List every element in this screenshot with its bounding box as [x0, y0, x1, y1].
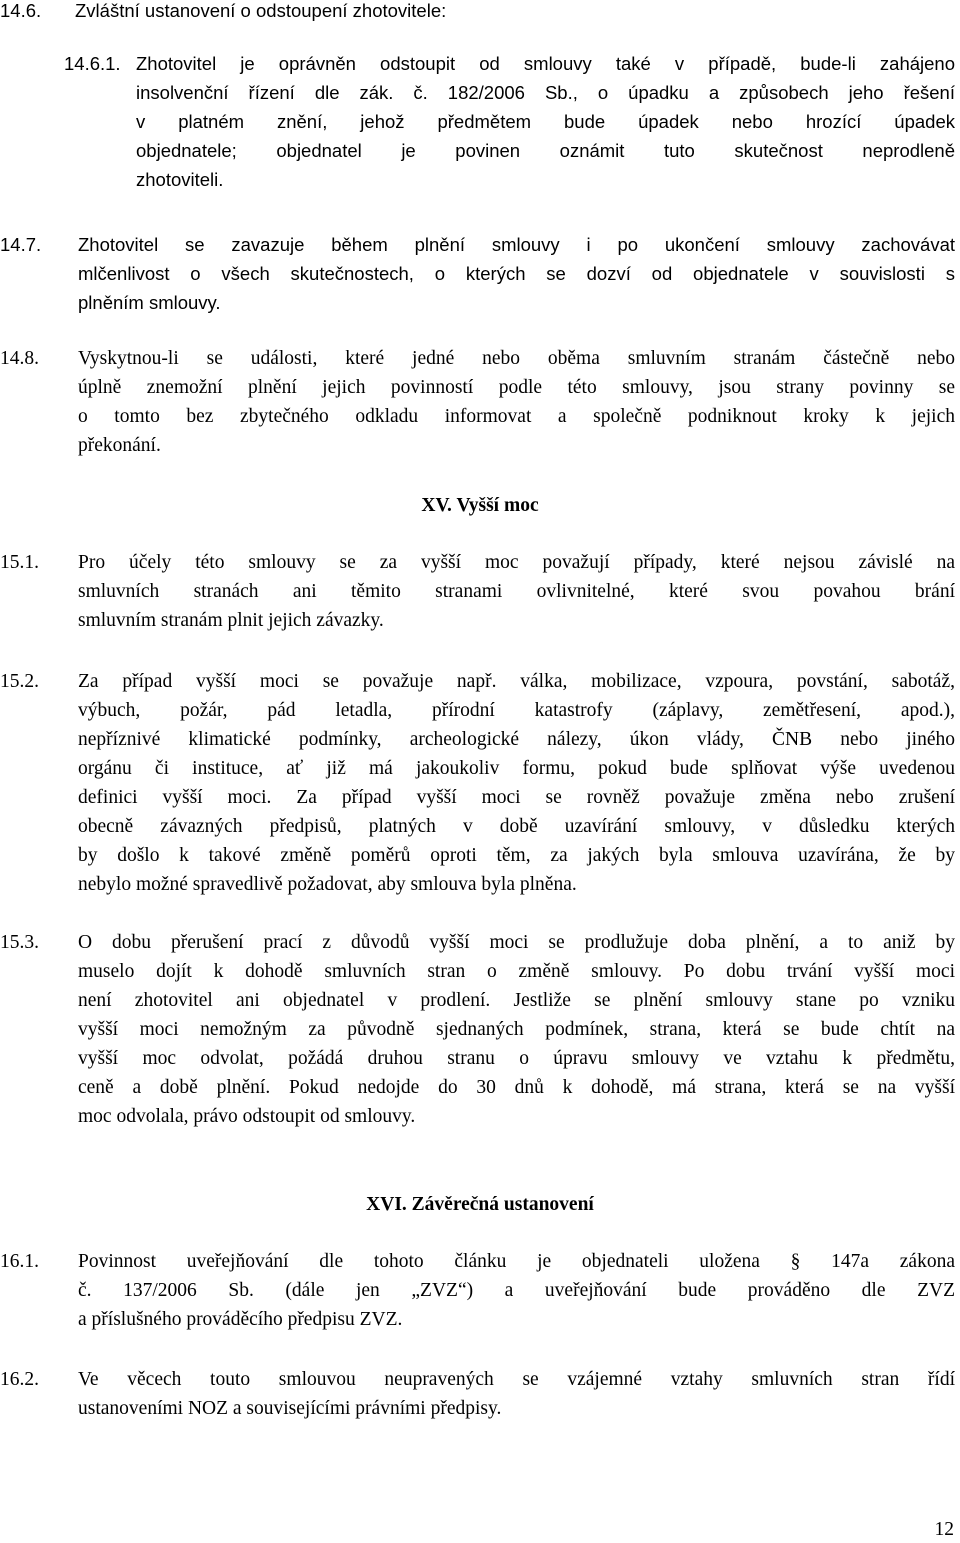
paragraph-line: a příslušného prováděcího předpisu ZVZ. — [78, 1309, 403, 1330]
chapter-heading-xv: XV. Vyšší moc — [421, 495, 539, 516]
paragraph-line: smluvním stranám plnit jejich závazky. — [78, 610, 384, 631]
paragraph-line: moc odvolala, právo odstoupit od smlouvy. — [78, 1106, 416, 1127]
paragraph-line: mlčenlivost o všech skutečnostech, o kterých se dozví od objednatele v souvislosti s — [78, 263, 955, 284]
paragraph-14-8 — [78, 344, 955, 460]
paragraph-line: výbuch, požár, pád letadla, přírodní katastrofy (záplavy, zemětřesení, apod.), — [78, 700, 955, 721]
paragraph-line: Zhotovitel je oprávněn odstoupit od smlouvy také v případě, bude-li zahájeno — [136, 53, 955, 74]
section-number-14-7: 14.7. — [0, 234, 42, 255]
paragraph-16-1 — [78, 1247, 955, 1334]
paragraph-line: úplně znemožní plnění jejich povinností podle této smlouvy, jsou strany povinny se — [78, 377, 955, 398]
paragraph-16-2 — [78, 1365, 955, 1423]
paragraph-line: orgánu či instituce, ať již má jakoukoliv formu, pokud bude splňovat výše uvedenou — [78, 758, 955, 779]
paragraph-line: nebylo možné spravedlivě požadovat, aby smlouva byla plněna. — [78, 874, 577, 895]
section-number-14-6: 14.6. — [0, 0, 42, 21]
paragraph-line: insolvenční řízení dle zák. č. 182/2006 Sb., o úpadku a způsobech jeho řešení — [136, 82, 955, 103]
paragraph-line: obecně závazných předpisů, platných v době uzavírání smlouvy, v důsledku kterých — [78, 816, 955, 837]
paragraph-line: ceně a době plnění. Pokud nedojde do 30 dnů k dohodě, má strana, která se na vyšší — [78, 1077, 955, 1098]
paragraph-line: zhotoviteli. — [136, 169, 224, 190]
paragraph-line: smluvních stranách ani těmito stranami ovlivnitelné, které svou povahou brání — [78, 581, 955, 602]
paragraph-15-3 — [78, 928, 955, 1131]
paragraph-line: o tomto bez zbytečného odkladu informovat a společně podniknout kroky k jejich — [78, 406, 955, 427]
paragraph-line: plněním smlouvy. — [78, 292, 221, 313]
section-number-16-1: 16.1. — [0, 1251, 39, 1272]
paragraph-line: objednatele; objednatel je povinen oznámit tuto skutečnost neprodleně — [136, 140, 955, 161]
paragraph-15-2 — [78, 667, 955, 899]
paragraph-line: Pro účely této smlouvy se za vyšší moc považují případy, které nejsou závislé na — [78, 552, 955, 573]
paragraph-line: Povinnost uveřejňování dle tohoto článku je objednateli uložena § 147a zákona — [78, 1251, 955, 1272]
paragraph-line: Ve věcech touto smlouvou neupravených se vzájemné vztahy smluvních stran řídí — [78, 1369, 955, 1390]
paragraph-line: O dobu přerušení prací z důvodů vyšší moci se prodlužuje doba plnění, a to aniž by — [78, 932, 955, 953]
paragraph-line: není zhotovitel ani objednatel v prodlení. Jestliže se plnění smlouvy stane po vzniku — [78, 990, 955, 1011]
paragraph-line: Vyskytnou-li se události, které jedné nebo oběma smluvním stranám částečně nebo — [78, 348, 955, 369]
paragraph-line: vyšší moci nemožným za původně sjednaných podmínek, strana, která se bude chtít na — [78, 1019, 955, 1040]
section-number-14-8: 14.8. — [0, 348, 39, 369]
paragraph-line: definici vyšší moci. Za případ vyšší moci se rovněž považuje změna nebo zrušení — [78, 787, 955, 808]
section-number-14-6-1: 14.6.1. — [64, 53, 121, 74]
paragraph-15-1 — [78, 548, 955, 635]
paragraph-14-7 — [78, 230, 955, 317]
paragraph-line: v platném znění, jehož předmětem bude úpadek nebo hrozící úpadek — [136, 111, 955, 132]
section-number-15-1: 15.1. — [0, 552, 39, 573]
paragraph-line: nepříznivé klimatické podmínky, archeologické nálezy, úkon vlády, ČNB nebo jiného — [78, 729, 955, 750]
section-title-14-6: Zvláštní ustanovení o odstoupení zhotovitele: — [75, 0, 447, 21]
paragraph-line: vyšší moc odvolat, požádá druhou stranu o úpravu smlouvy ve vztahu k předmětu, — [78, 1048, 955, 1069]
section-number-15-2: 15.2. — [0, 671, 39, 692]
paragraph-line: Zhotovitel se zavazuje během plnění smlouvy i po ukončení smlouvy zachovávat — [78, 234, 955, 255]
paragraph-14-6-1-body — [136, 78, 955, 194]
paragraph-line: by došlo k takové změně poměrů oproti těm, za jakých byla smlouva uzavírána, že by — [78, 845, 955, 866]
section-number-15-3: 15.3. — [0, 932, 39, 953]
paragraph-line: překonání. — [78, 435, 161, 456]
paragraph-line: ustanoveními NOZ a souvisejícími právními předpisy. — [78, 1398, 502, 1419]
page-number: 12 — [934, 1519, 954, 1540]
paragraph-line: muselo dojít k dohodě smluvních stran o změně smlouvy. Po dobu trvání vyšší moci — [78, 961, 955, 982]
paragraph-line: č. 137/2006 Sb. (dále jen „ZVZ“) a uveřejňování bude prováděno dle ZVZ — [78, 1280, 955, 1301]
chapter-heading-xvi: XVI. Závěrečná ustanovení — [366, 1194, 594, 1215]
paragraph-14-6-1 — [136, 49, 955, 78]
paragraph-line: Za případ vyšší moci se považuje např. válka, mobilizace, vzpoura, povstání, sabotáž, — [78, 671, 955, 692]
section-number-16-2: 16.2. — [0, 1369, 39, 1390]
